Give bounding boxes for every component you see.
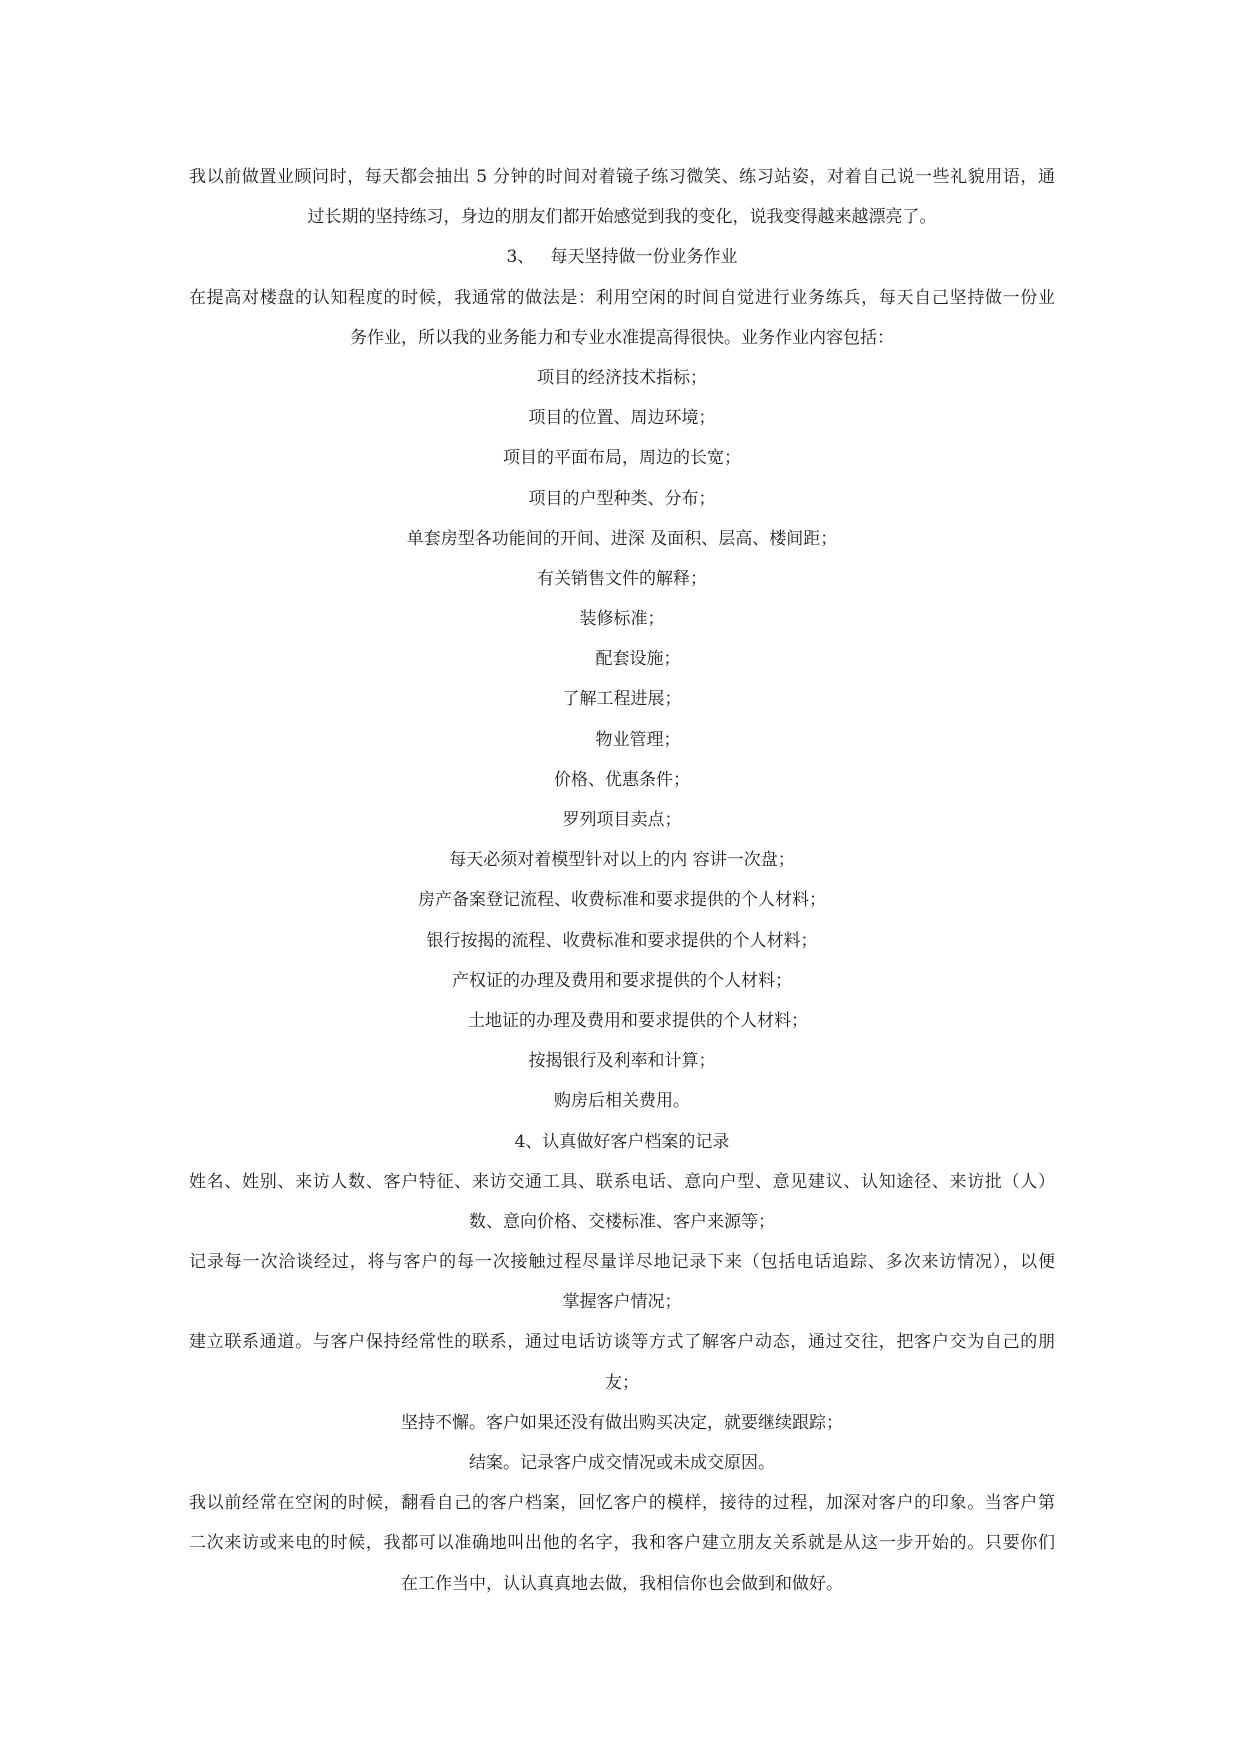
section-4 [189,1122,1055,1484]
paragraph-line: 过长期的坚持练习，身边的朋友们都开始感觉到我的变化，说我变得越来越漂亮了。 [307,207,937,228]
section-3 [189,237,1055,1121]
list-item: 每天必须对着模型针对以上的内 容讲一次盘； [449,850,795,871]
list-item: 项目的位置、周边环境； [528,408,716,429]
section-heading: 3、 每天坚持做一份业务作业 [506,247,738,268]
paragraph-line: 二次来访或来电的时候，我都可以准确地叫出他的名字，我和客户建立朋友关系就是从这一步开始的。只要你们 [189,1533,1055,1554]
list-item: 银行按揭的流程、收费标准和要求提供的个人材料； [426,930,818,951]
paragraph-line: 坚持不懈。客户如果还没有做出购买决定，就要继续跟踪； [401,1412,843,1433]
customer-record-item [189,1162,1055,1242]
list-item: 物业管理； [595,729,681,750]
list-item: 罗列项目卖点； [562,810,682,830]
paragraph-line: 记录每一次洽谈经过，将与客户的每一次接触过程尽量详尽地记录下来（包括电话追踪、多次来访情况），以便 [189,1252,1055,1273]
customer-record-item [189,1322,1055,1402]
paragraph-line: 掌握客户情况； [562,1292,682,1313]
list-item: 单套房型各功能间的开间、进深 及面积、层高、楼间距； [406,528,838,549]
customer-record-item [189,1443,1055,1483]
closing-paragraph [189,1483,1055,1604]
section-heading: 4、认真做好客户档案的记录 [514,1131,730,1152]
paragraph-line: 建立联系通道。与客户保持经常性的联系，通过电话访谈等方式了解客户动态，通过交往，把客户交为自己的朋 [189,1332,1055,1353]
paragraph-line: 我以前做置业顾问时，每天都会抽出 5 分钟的时间对着镜子练习微笑、练习站姿，对着自己说一些礼貌用语，通 [189,167,1055,187]
list-item: 有关销售文件的解释； [537,568,707,589]
list-item: 价格、优惠条件； [554,769,690,790]
paragraph-line: 结案。记录客户成交情况或未成交原因。 [469,1453,775,1473]
customer-record-item [189,1242,1055,1322]
paragraph-line: 在提高对楼盘的认知程度的时候，我通常的做法是：利用空闲的时间自觉进行业务练兵，每天自己坚持做一份业 [189,287,1055,308]
list-item: 按揭银行及利率和计算； [528,1051,716,1072]
paragraph-line: 务作业，所以我的业务能力和专业水准提高得很快。业务作业内容包括： [350,327,894,348]
business-homework-list [189,358,1055,1122]
paragraph-line: 在工作当中，认认真真地去做，我相信你也会做到和做好。 [401,1573,843,1594]
list-item: 装修标准； [579,609,665,630]
customer-record-item [189,1403,1055,1443]
document-body [189,157,1055,1604]
list-item: 了解工程进展； [562,689,682,710]
paragraph-line: 数、意向价格、交楼标准、客户来源等； [469,1211,775,1232]
list-item: 配套设施； [595,649,681,670]
list-item: 购房后相关费用。 [554,1091,690,1112]
paragraph-line: 友； [605,1372,639,1393]
paragraph-line: 姓名、姓别、来访人数、客户特征、来访交通工具、联系电话、意向户型、意见建议、认知途径、来访批（人） [189,1171,1055,1192]
list-item: 项目的经济技术指标； [537,367,707,388]
paragraph-line: 我以前经常在空闲的时候，翻看自己的客户档案，回忆客户的模样，接待的过程，加深对客户的印象。当客户第 [189,1493,1055,1514]
list-item: 房产备案登记流程、收费标准和要求提供的个人材料； [418,890,826,911]
intro-paragraph [189,157,1055,237]
list-item: 土地证的办理及费用和要求提供的个人材料； [468,1010,808,1031]
list-item: 项目的户型种类、分布； [528,488,716,509]
list-item: 项目的平面布局，周边的长宽； [503,448,741,469]
list-item: 产权证的办理及费用和要求提供的个人材料； [452,970,792,991]
